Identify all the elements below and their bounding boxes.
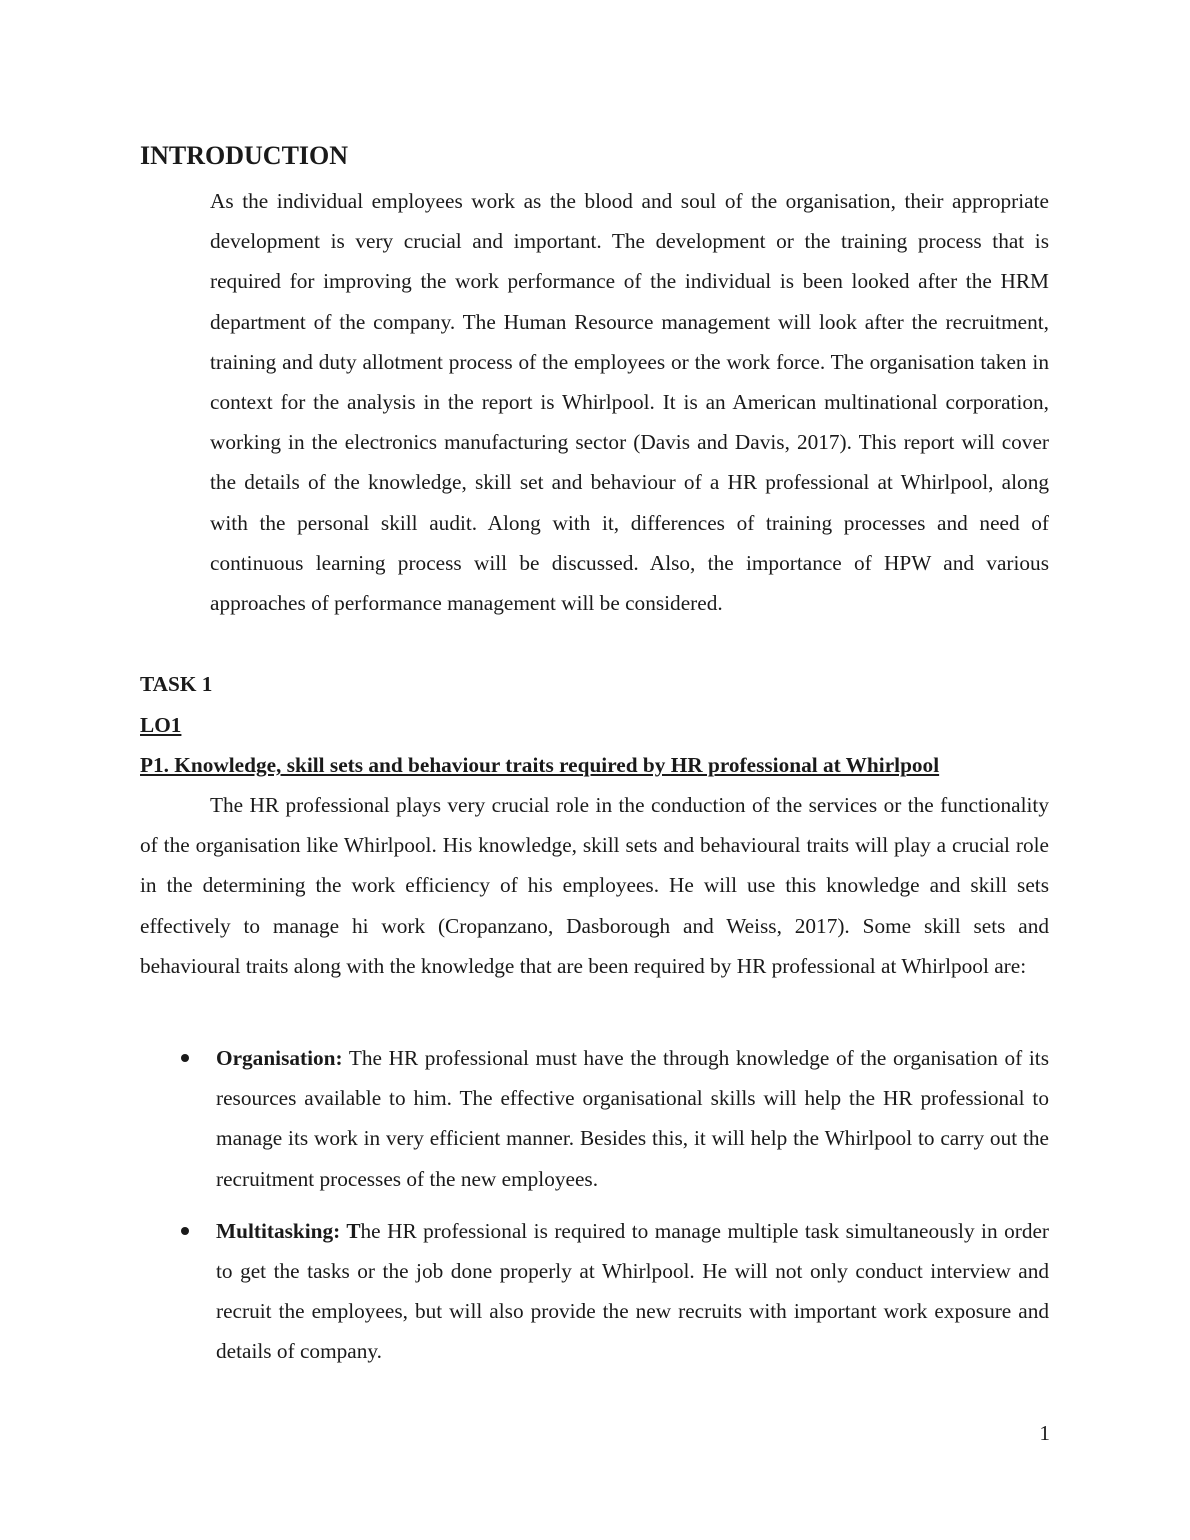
skills-bullet-list [140, 1038, 1049, 1384]
introduction-paragraph: As the individual employees work as the blood and soul of the organisation, their appropriate development is very crucial and important. The development or the training process that is required for improving the work performance of the individual is been looked after the HRM department of the company. The Human Resource management will look after the recruitment, training and duty allotment process of the employees or the work force. The organisation taken in context for the analysis in the report is Whirlpool. It is an American multinational corporation, working in the electronics manufacturing sector (Davis and Davis, 2017). This report will cover the details of the knowledge, skill set and behaviour of a HR professional at Whirlpool, along with the personal skill audit. Along with it, differences of training processes and need of continuous learning process will be discussed. Also, the importance of HPW and various approaches of performance management will be considered. [210, 189, 1049, 616]
p1-heading: P1. Knowledge, skill sets and behaviour traits required by HR professional at Whirlpool [140, 753, 940, 777]
list-item [140, 1211, 1049, 1372]
bullet-icon [181, 1227, 189, 1235]
introduction-heading: INTRODUCTION [140, 141, 349, 170]
bullet-term: Organisation: [216, 1046, 343, 1070]
bullet-icon [181, 1054, 189, 1062]
bullet-text: he HR professional is required to manage multiple task simultaneously in order to get the tasks or the job done properly at Whirlpool. He will not only conduct interview and recruit the employees, but will also provide the new recruits with important work exposure and details of company. [216, 1218, 1050, 1364]
p1-paragraph: The HR professional plays very crucial role in the conduction of the services or the functionality of the organisation like Whirlpool. His knowledge, skill sets and behavioural traits will play a crucial role in the determining the work efficiency of his employees. He will use this knowledge and skill sets effectively to manage hi work (Cropanzano, Dasborough and Weiss, 2017). Some skill sets and behavioural traits along with the knowledge that are been required by HR professional at Whirlpool are: [140, 793, 1049, 978]
lo1-heading: LO1 [140, 713, 182, 737]
task-1-heading: TASK 1 [140, 672, 213, 696]
list-item [140, 1038, 1049, 1199]
page-number: 1 [1039, 1421, 1050, 1445]
bullet-text: The HR professional must have the through knowledge of the organisation of its resources available to him. The effective organisational skills will help the HR professional to manage its work in very efficient manner. Besides this, it will help the Whirlpool to carry out the recruitment processes of the new employees. [216, 1046, 1049, 1191]
bullet-term: Multitasking: T [216, 1218, 361, 1243]
